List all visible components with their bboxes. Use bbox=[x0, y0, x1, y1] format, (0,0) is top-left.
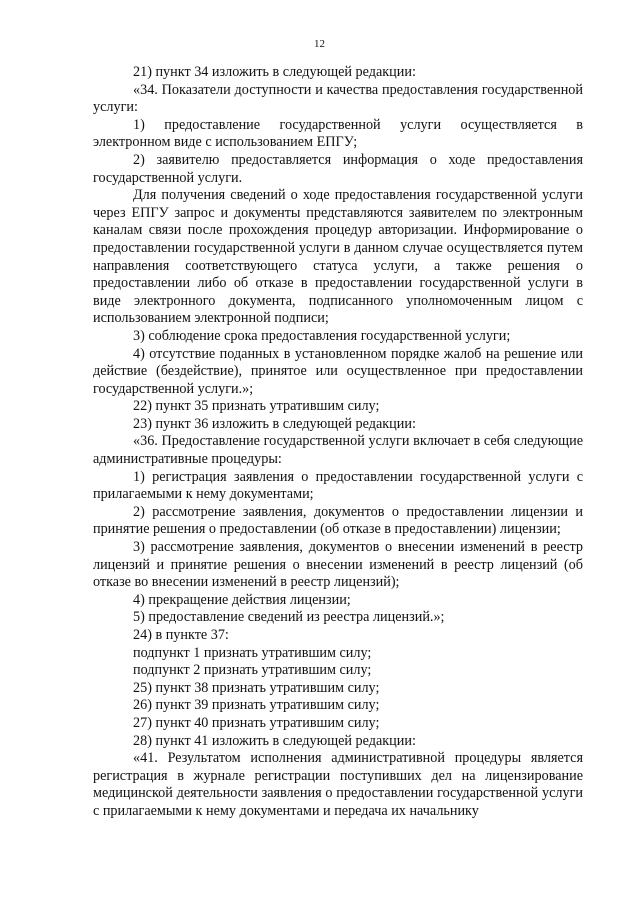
paragraph: подпункт 1 признать утратившим силу; bbox=[133, 644, 372, 661]
paragraph: 4) прекращение действия лицензии; bbox=[133, 591, 351, 608]
paragraph: 25) пункт 38 признать утратившим силу; bbox=[133, 679, 380, 696]
paragraph: 5) предоставление сведений из реестра лицензий.»; bbox=[133, 609, 445, 626]
document-body bbox=[93, 64, 583, 821]
paragraph: 2) рассмотрение заявления, документов о предоставлении лицензии и принятие решения о предоставлении (об отказе в предоставлении) лицензии; bbox=[93, 503, 583, 538]
paragraph: 1) регистрация заявления о предоставлении государственной услуги с прилагаемыми к нему документами; bbox=[93, 468, 583, 503]
paragraph: 1) предоставление государственной услуги осуществляется в электронном виде с использованием ЕПГУ; bbox=[93, 116, 583, 151]
paragraph: «41. Результатом исполнения административной процедуры является регистрация в журнале регистрации поступивших дел на лицензирование медицинской деятельности заявления о предоставлении государственной услуги с прилагаемыми к нему документами и передача их начальнику bbox=[93, 750, 583, 819]
paragraph: 28) пункт 41 изложить в следующей редакции: bbox=[133, 732, 416, 749]
paragraph: 22) пункт 35 признать утратившим силу; bbox=[133, 398, 380, 415]
paragraph: «34. Показатели доступности и качества предоставления государственной услуги: bbox=[93, 81, 583, 116]
paragraph: подпункт 2 признать утратившим силу; bbox=[133, 662, 372, 679]
page-number: 12 bbox=[314, 38, 325, 50]
paragraph: 21) пункт 34 изложить в следующей редакции: bbox=[133, 64, 416, 80]
paragraph: «36. Предоставление государственной услуги включает в себя следующие административные процедуры: bbox=[93, 433, 583, 468]
paragraph: 27) пункт 40 признать утратившим силу; bbox=[133, 714, 380, 731]
paragraph: 3) рассмотрение заявления, документов о внесении изменений в реестр лицензий и принятие решения о внесении изменений в реестр лицензий (об отказе во внесении изменений в реестр лицензий); bbox=[93, 539, 583, 591]
paragraph: 23) пункт 36 изложить в следующей редакции: bbox=[133, 415, 416, 432]
paragraph: 24) в пункте 37: bbox=[133, 627, 229, 643]
paragraph: 4) отсутствие поданных в установленном порядке жалоб на решение или действие (бездействие), принятое или осуществленное при предоставлении государственной услуги.»; bbox=[93, 345, 583, 397]
paragraph: 26) пункт 39 признать утратившим силу; bbox=[133, 697, 380, 714]
paragraph: 3) соблюдение срока предоставления государственной услуги; bbox=[133, 327, 511, 344]
paragraph: 2) заявителю предоставляется информация о ходе предоставления государственной услуги. bbox=[93, 151, 583, 186]
paragraph: Для получения сведений о ходе предоставления государственной услуги через ЕПГУ запрос и документы представляются заявителем по электронным каналам связи после прохождения процедур авторизации. Информирование о предоставлении государственной услуги в данном случае осуществляется путем направления соответствующего статуса услуги, а также решения о предоставлении либо об отказе в предоставлении государственной услуги в виде электронного документа, подписанного уполномоченным лицом с использованием электронной подписи; bbox=[93, 187, 583, 327]
